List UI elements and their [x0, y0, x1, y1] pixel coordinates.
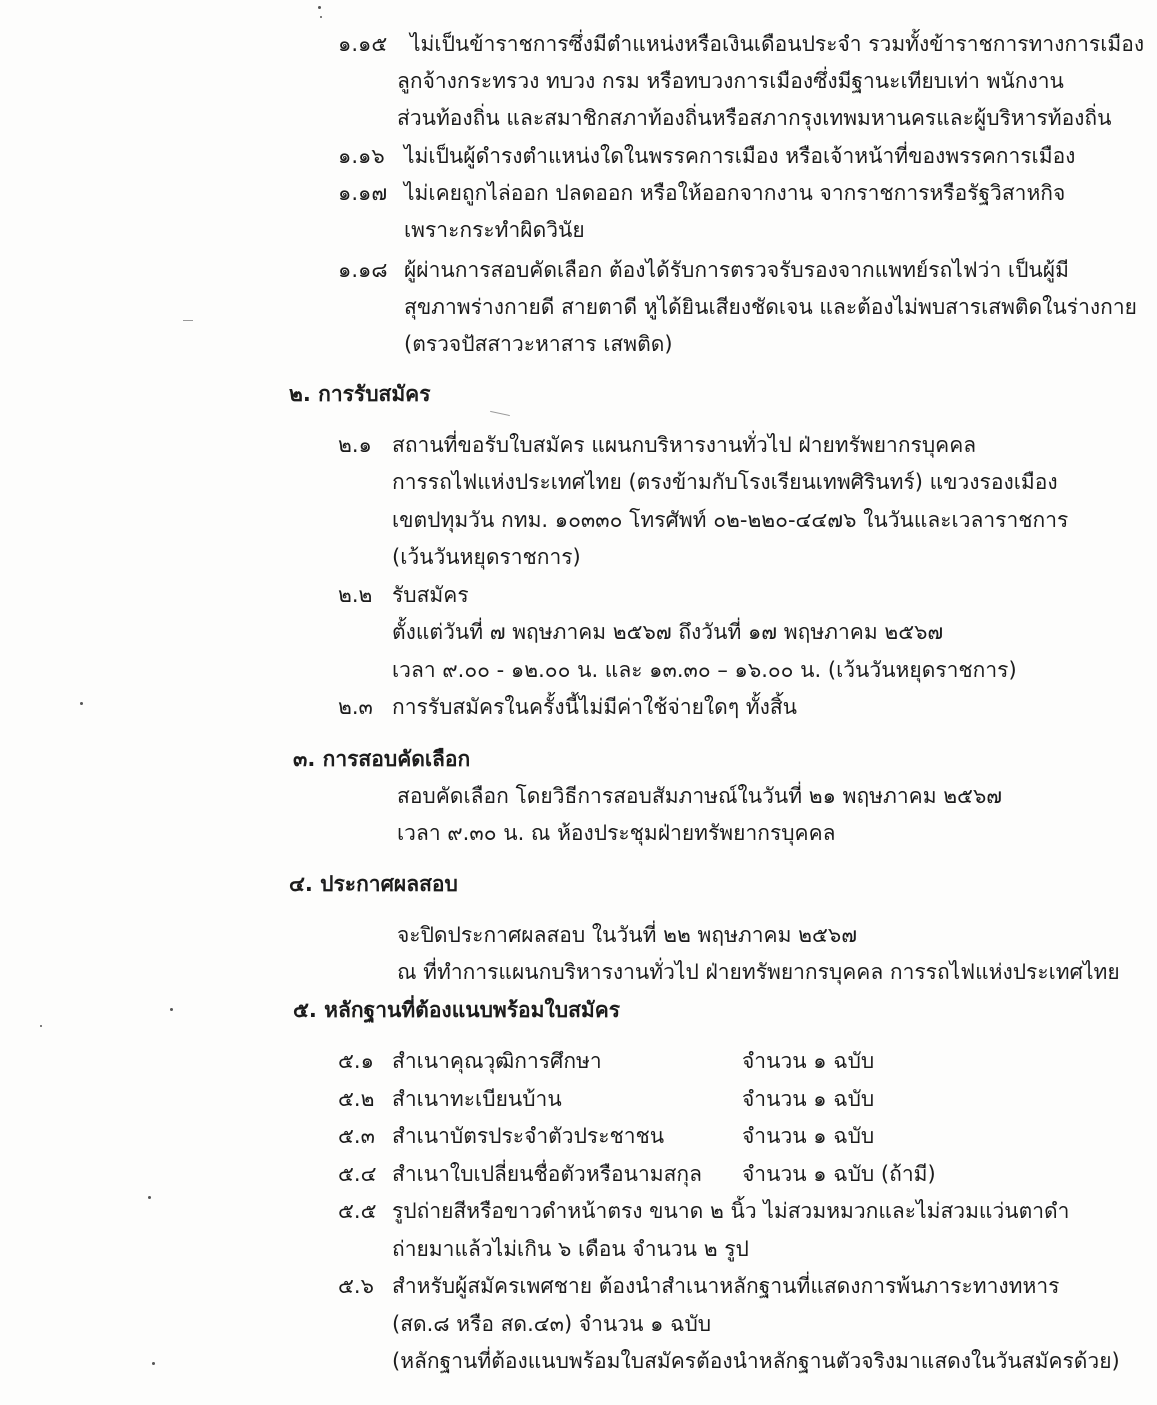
item-number: ๒.๓ — [338, 695, 373, 719]
item-number: ๑.๑๘ — [338, 258, 388, 282]
item-text-cont: สุขภาพร่างกายดี สายตาดี หูได้ยินเสียงชัดเจน และต้องไม่พบสารเสพติดในร่างกาย — [404, 295, 1137, 319]
item-quantity: จำนวน ๑ ฉบับ (ถ้ามี) — [742, 1162, 936, 1186]
section-heading-application: ๒. การรับสมัคร — [289, 382, 431, 406]
section-text: ณ ที่ทำการแผนกบริหารงานทั่วไป ฝ่ายทรัพยากรบุคคล การรถไฟแห่งประเทศไทย — [397, 960, 1120, 984]
item-text-cont: (ตรวจปัสสาวะหาสาร เสพติด) — [404, 332, 673, 356]
item-number: ๑.๑๖ — [338, 144, 385, 168]
item-text: ไม่เคยถูกไล่ออก ปลดออก หรือให้ออกจากงาน จากราชการหรือรัฐวิสาหกิจ — [404, 181, 1066, 205]
section-heading-results: ๔. ประกาศผลสอบ — [289, 872, 458, 896]
item-text-cont: (สด.๘ หรือ สด.๔๓) จำนวน ๑ ฉบับ — [392, 1312, 712, 1336]
item-number: ๕.๒ — [338, 1087, 375, 1111]
scan-speck — [148, 1196, 151, 1199]
scan-speck — [318, 6, 321, 9]
section-text: จะปิดประกาศผลสอบ ในวันที่ ๒๒ พฤษภาคม ๒๕๖๗ — [397, 923, 857, 947]
item-text: ผู้ผ่านการสอบคัดเลือก ต้องได้รับการตรวจรับรองจากแพทย์รถไฟว่า เป็นผู้มี — [404, 258, 1069, 282]
item-text-cont: (เว้นวันหยุดราชการ) — [392, 545, 581, 569]
item-text: รับสมัคร — [392, 583, 469, 607]
scan-speck — [490, 411, 510, 416]
section-text: สอบคัดเลือก โดยวิธีการสอบสัมภาษณ์ในวันที่ ๒๑ พฤษภาคม ๒๕๖๗ — [397, 784, 1003, 808]
item-number: ๒.๑ — [338, 433, 372, 457]
item-number: ๕.๖ — [338, 1274, 374, 1298]
scan-speck — [152, 1362, 155, 1365]
item-text-cont: ถ่ายมาแล้วไม่เกิน ๖ เดือน จำนวน ๒ รูป — [392, 1237, 749, 1261]
item-number: ๕.๑ — [338, 1049, 374, 1073]
item-number: ๑.๑๗ — [338, 181, 388, 205]
scan-speck — [80, 702, 83, 705]
item-text: สำเนาคุณวุฒิการศึกษา — [392, 1049, 602, 1073]
item-number: ๑.๑๕ — [338, 32, 388, 56]
item-text: สำเนาบัตรประจำตัวประชาชน — [392, 1124, 665, 1148]
item-text-cont: การรถไฟแห่งประเทศไทย (ตรงข้ามกับโรงเรียนเทพศิรินทร์) แขวงรองเมือง — [392, 470, 1058, 494]
item-number: ๕.๕ — [338, 1199, 377, 1223]
section-heading-selection: ๓. การสอบคัดเลือก — [293, 747, 471, 771]
item-number: ๕.๓ — [338, 1124, 375, 1148]
item-text-cont: (หลักฐานที่ต้องแนบพร้อมใบสมัครต้องนำหลักฐานตัวจริงมาแสดงในวันสมัครด้วย) — [392, 1349, 1120, 1373]
item-text-cont: เขตปทุมวัน กทม. ๑๐๓๓๐ โทรศัพท์ ๐๒-๒๒๐-๔๔๗๖ ในวันและเวลาราชการ — [392, 508, 1069, 532]
scan-speck — [183, 320, 193, 321]
section-heading-documents: ๕. หลักฐานที่ต้องแนบพร้อมใบสมัคร — [293, 998, 621, 1022]
item-text: สำหรับผู้สมัครเพศชาย ต้องนำสำเนาหลักฐานที่แสดงการพ้นภาระทางทหาร — [392, 1274, 1060, 1298]
section-text: เวลา ๙.๓๐ น. ณ ห้องประชุมฝ่ายทรัพยากรบุคคล — [397, 821, 836, 845]
item-text-cont: ส่วนท้องถิ่น และสมาชิกสภาท้องถิ่นหรือสภากรุงเทพมหานครและผู้บริหารท้องถิ่น — [397, 106, 1112, 130]
item-text-cont: เวลา ๙.๐๐ - ๑๒.๐๐ น. และ ๑๓.๓๐ – ๑๖.๐๐ น. (เว้นวันหยุดราชการ) — [392, 658, 1017, 682]
item-text-cont: ลูกจ้างกระทรวง ทบวง กรม หรือทบวงการเมืองซึ่งมีฐานะเทียบเท่า พนักงาน — [397, 69, 1064, 93]
item-text-cont: เพราะกระทำผิดวินัย — [404, 218, 585, 242]
item-number: ๒.๒ — [338, 583, 373, 607]
item-quantity: จำนวน ๑ ฉบับ — [742, 1049, 875, 1073]
item-text: สถานที่ขอรับใบสมัคร แผนกบริหารงานทั่วไป ฝ่ายทรัพยากรบุคคล — [392, 433, 977, 457]
item-text: ไม่เป็นผู้ดำรงตำแหน่งใดในพรรคการเมือง หรือเจ้าหน้าที่ของพรรคการเมือง — [404, 144, 1076, 168]
item-text-cont: ตั้งแต่วันที่ ๗ พฤษภาคม ๒๕๖๗ ถึงวันที่ ๑๗ พฤษภาคม ๒๕๖๗ — [392, 620, 944, 644]
item-text: ไม่เป็นข้าราชการซึ่งมีตำแหน่งหรือเงินเดือนประจำ รวมทั้งข้าราชการทางการเมือง — [410, 32, 1145, 56]
item-text: สำเนาทะเบียนบ้าน — [392, 1087, 562, 1111]
item-text: สำเนาใบเปลี่ยนชื่อตัวหรือนามสกุล — [392, 1162, 702, 1186]
scan-speck — [320, 16, 322, 18]
item-text: การรับสมัครในครั้งนี้ไม่มีค่าใช้จ่ายใดๆ ทั้งสิ้น — [392, 695, 798, 719]
item-number: ๕.๔ — [338, 1162, 377, 1186]
item-text: รูปถ่ายสีหรือขาวดำหน้าตรง ขนาด ๒ นิ้ว ไม่สวมหมวกและไม่สวมแว่นตาดำ — [392, 1199, 1070, 1223]
scan-speck — [170, 1008, 173, 1011]
scan-speck — [40, 1025, 42, 1027]
item-quantity: จำนวน ๑ ฉบับ — [742, 1124, 875, 1148]
item-quantity: จำนวน ๑ ฉบับ — [742, 1087, 875, 1111]
